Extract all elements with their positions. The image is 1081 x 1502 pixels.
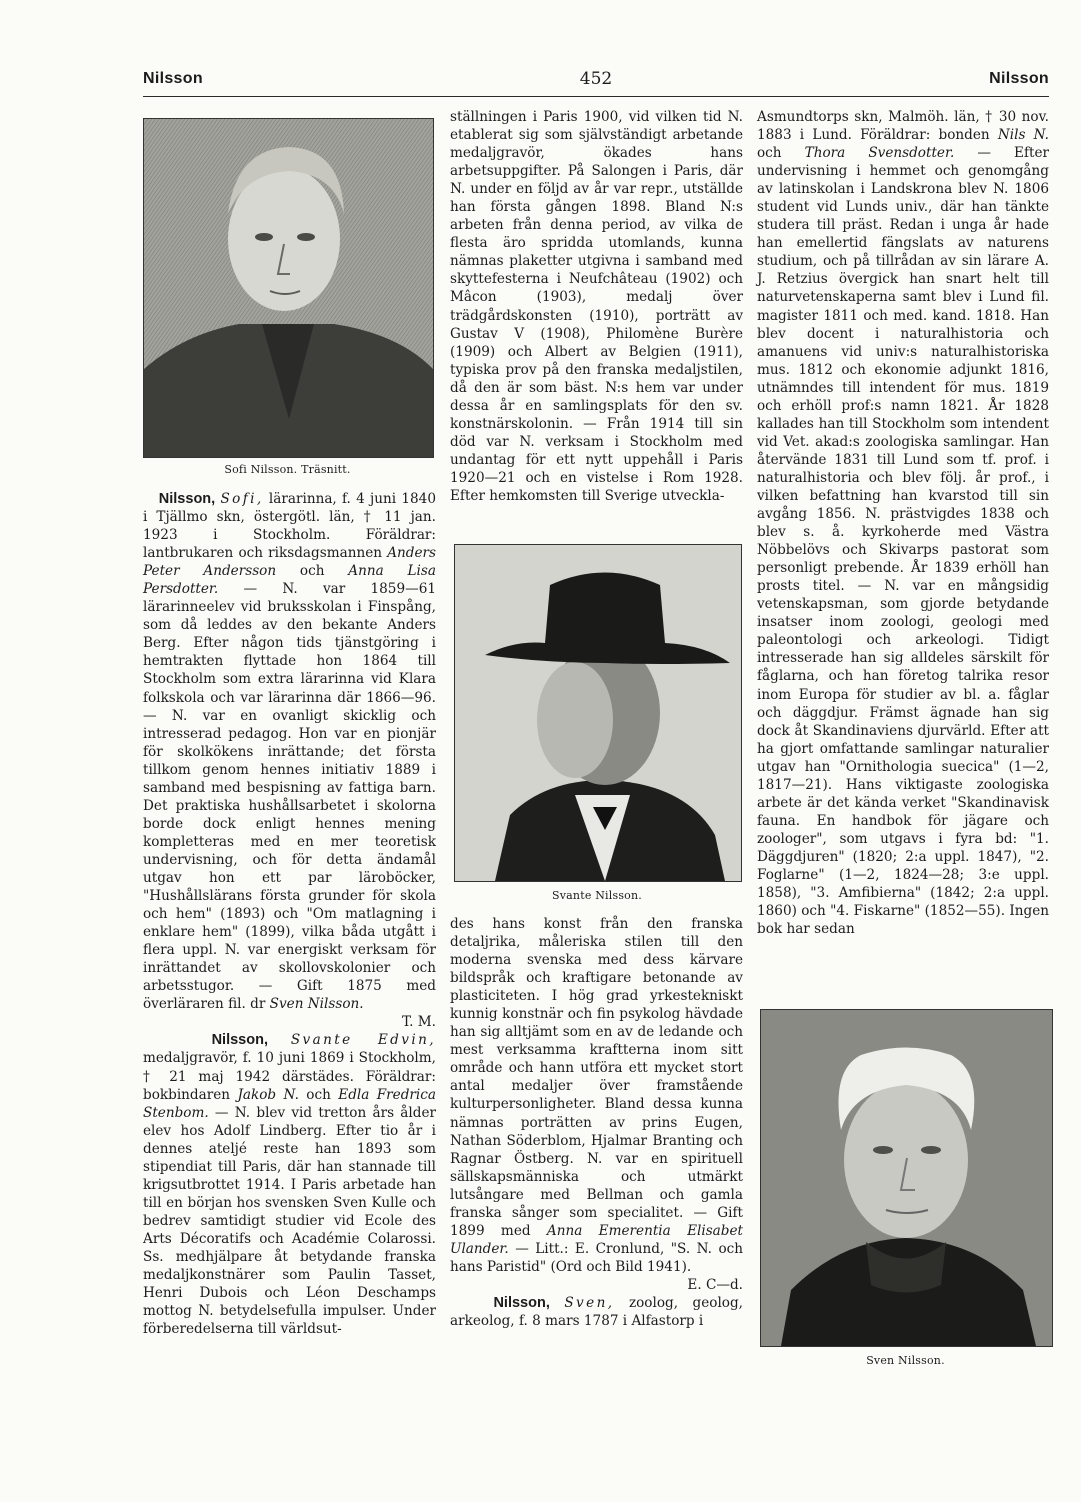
entry-text: lärarinna, f. 4 juni 1840 i Tjällmo skn, östergötl. län, † 11 jan. 1923 i Stockholm. Föräldrar: lantbrukaren och riksdagsmannen	[143, 491, 436, 562]
header-right-keyword: Nilsson	[989, 70, 1049, 87]
header-left-keyword: Nilsson	[143, 70, 203, 87]
entry-svante-nilsson	[143, 1031, 436, 1338]
entry-text: och	[298, 1086, 339, 1103]
entry-headword: Nilsson,	[211, 1032, 268, 1049]
entry-headword: Nilsson,	[158, 491, 216, 507]
entry-sofi-nilsson	[143, 490, 436, 1013]
entry-name: Sven,	[564, 1294, 615, 1311]
page-number: 452	[579, 69, 613, 89]
entry-parent-2: Edla Fredrica Stenbom.	[143, 1086, 436, 1121]
entry-signature: T. M.	[402, 1014, 436, 1031]
entry-spouse: Anna Emerentia Elisabet Ulander.	[450, 1222, 743, 1257]
portrait-sven-nilsson	[760, 1009, 1053, 1347]
entry-signature: E. C—d.	[687, 1276, 743, 1293]
caption-sven: Sven Nilsson.	[866, 1354, 945, 1367]
running-header	[143, 64, 1049, 97]
entry-text: och	[276, 563, 349, 580]
column-3	[757, 108, 1049, 938]
entry-parent-1: Jakob N.	[237, 1086, 299, 1103]
entry-parent-2: Thora Svensdotter.	[804, 145, 955, 162]
portrait-engraving-icon	[144, 119, 433, 457]
entry-parent-1: Nils N.	[997, 127, 1049, 144]
portrait-sofi-nilsson	[143, 118, 434, 458]
entry-text: Asmundtorps skn, Malmöh. län, † 30 nov. 1883 i Lund. Föräldrar: bonden	[757, 109, 1049, 144]
entry-text: — N. var 1859—61 lärarinneelev vid bruksskolan i Finspång, som då leddes av den bekante Anders Berg. Efter någon tids tjänstgöring i hemtrakten flyttade hon 1864 till Stockholm som extra lärarinna vid Klara folkskola och var lärarinna där 1866—96. — N. var en ovanligt skicklig och intresserad pedagog. Hon var en pionjär för skolkökens inrättande; det första tillkom genom hennes initiativ 1889 i samband med bespisning av fattiga barn. Det praktiska hushållsarbetet i skolorna borde dock enligt hennes mening kompletteras med en mer teoretisk undervisning, och för detta ändamål utgav hon ett par läroböcker, "Hushållslärans första grunder för skola och hem" (1893) och "Om matlagning i enklare hem" (1899), vilka båda utgått i flera uppl. N. var energiskt verksam för inrättandet av skollovskolonier och arbetsstugor. — Gift 1875 med överläraren fil. dr	[143, 581, 436, 1013]
entry-text: des hans konst från den franska detaljrika, måleriska stilen till den moderna svenska med dess kärvare bildspråk och kraftigare betonande av plasticiteten. I hög grad yrkestekniskt kunnig konstnär och fin psykolog hävdade han sig alltjämt som en av de ledande och mest verksamma kraftterna inom sitt område och hann utföra ett mycket stort antal medaljer över framstående kulturpersonligheter. Bland dessa kunna nämnas porträtten av prins Eugen, Nathan Söderblom, Hjalmar Branting och Ragnar Östberg. N. var en spirituell sällskapsmänniska och utmärkt lutsångare med Bellman och gamla franska sånger som specialitet. — Gift 1899 med	[450, 916, 743, 1239]
entry-headword: Nilsson,	[493, 1294, 550, 1311]
entry-parent-1: Anders Peter Andersson	[143, 545, 436, 580]
portrait-photo-icon	[761, 1010, 1052, 1346]
entry-svante-continued: ställningen i Paris 1900, vid vilken tid N. etablerat sig som självständigt arbetande medaljgravör, ökades hans arbetsuppgifter. På Salongen i Paris, där N. under en följd av år var repr., utställde han första gången 1898. Bland N:s arbeten från denna period, av vilka de flesta äro spridda utomlands, kunna nämnas plaketter utgivna i samband med skyttefesterna i Neufchâteau (1902) och Mâcon (1903), medalj över trädgårdskonsten (1910), porträtt av Gustav V (1908), Philomène Burère (1909) och Albert av Belgien (1911), typiska prov på den franska medaljstilen, då den är som bäst. N:s hem var under dessa år en samlingsplats för den sv. konstnärskolonin. — Från 1914 till sin död var N. verksam i Stockholm med undantag för ett nytt uppehåll i Paris 1920—21 och en vistelse i Rom 1928. Efter hemkomsten till Sverige utveckla-	[450, 109, 743, 504]
entry-text: zoolog, geolog, arkeolog, f. 8 mars 1787 i Alfastorp i	[450, 1294, 743, 1330]
entry-sven-nilsson	[450, 1294, 743, 1330]
entry-text: medaljgravör, f. 10 juni 1869 i Stockholm, † 21 maj 1942 därstädes. Föräldrar: bokbindaren	[143, 1050, 436, 1103]
portrait-svante-nilsson	[454, 544, 742, 882]
entry-text: — Litt.: E. Cronlund, "S. N. och hans Paristid" (Ord och Bild 1941).	[450, 1240, 743, 1275]
entry-parent-2: Anna Lisa Persdotter.	[143, 563, 436, 598]
entry-name: Svante Edvin,	[290, 1032, 436, 1049]
column-2-bottom	[450, 915, 743, 1330]
entry-text: — N. blev vid tretton års ålder elev hos Adolf Lindberg. Efter tio år i dennes ateljé reste han 1893 som stipendiat till Paris, där han stannade till krigsutbrottet 1914. I Paris arbetade han till en början hos svensken Sven Kulle och bedrev samtidigt studier vid Ecole des Arts Décoratifs och Académie Colarossi. Ss. medhjälpare åt betydande franska medaljkonstnärer som Paulin Tasset, Henri Dubois och Léon Deschamps mottog N. betydelsefulla impulser. Under förberedelserna till världsut-	[143, 1104, 436, 1338]
entry-name: Sofi,	[220, 491, 264, 507]
entry-sven-continued	[757, 108, 1049, 938]
column-1	[143, 490, 436, 1338]
entry-spouse: Sven Nilsson.	[269, 996, 364, 1013]
column-2-top	[450, 108, 743, 505]
caption-svante: Svante Nilsson.	[552, 889, 642, 902]
caption-sofi: Sofi Nilsson. Träsnitt.	[224, 463, 351, 476]
entry-svante-continued	[450, 915, 743, 1276]
entry-text: och	[757, 145, 805, 162]
entry-text: — Efter undervisning i hemmet och genomgång av latinskolan i Landskrona blev N. 1806 student vid Lunds univ., där han tänkte studera till präst. Redan i unga år hade han emellertid fängslats av naturens studium, och på tillrådan av sin lärare A. J. Retzius övergick han snart helt till naturvetenskaperna samt blev i Lund fil. magister 1811 och med. kand. 1818. Han blev docent i naturalhistoria och amanuens vid univ:s naturalhistoriska mus. 1812 och ekonomie adjunkt 1816, utnämndes till intendent för mus. 1819 och erhöll prof:s namn 1821. År 1828 kallades han till Stockholm som intendent vid Vet. akad:s zoologiska samlingar. Han återvände 1831 till Lund som tf. prof. i naturalhistoria och blev följ. år prof., i vilken befattning han kvarstod till sin avgång 1856. N. prästvigdes 1838 och blev s. å. kyrkoherde med Västra Nöbbelövs och Skivarps pastorat som personligt prebende. År 1839 erhöll han prosts titel. — N. var en mångsidig vetenskapsman, som gjorde betydande insatser inom zoologi, geologi med paleontologi och arkeologi. Tidigt intresserade han sig alldeles särskilt för fåglarna, och han företog talrika resor inom Europa för studier av bl. a. fåglar och däggdjur. Främst ägnade han sig dock åt Skandinaviens djurvärld. Efter att ha gjort omfattande samlingar naturalier utgav han "Ornithologia suecica" (1—2, 1817—21). Hans viktigaste zoologiska arbete är det kända verket "Skandinavisk fauna. En handbok för jägare och zoologer", som utgavs i fyra bd: "1. Däggdjuren" (1820; 2:a uppl. 1847), "2. Foglarne" (1—2, 1824—28; 3:e uppl. 1858), "3. Amfibierna" (1842; 2:a uppl. 1860) och "4. Fiskarne" (1852—55). Ingen bok har sedan	[757, 145, 1049, 938]
portrait-photo-icon	[455, 545, 741, 881]
